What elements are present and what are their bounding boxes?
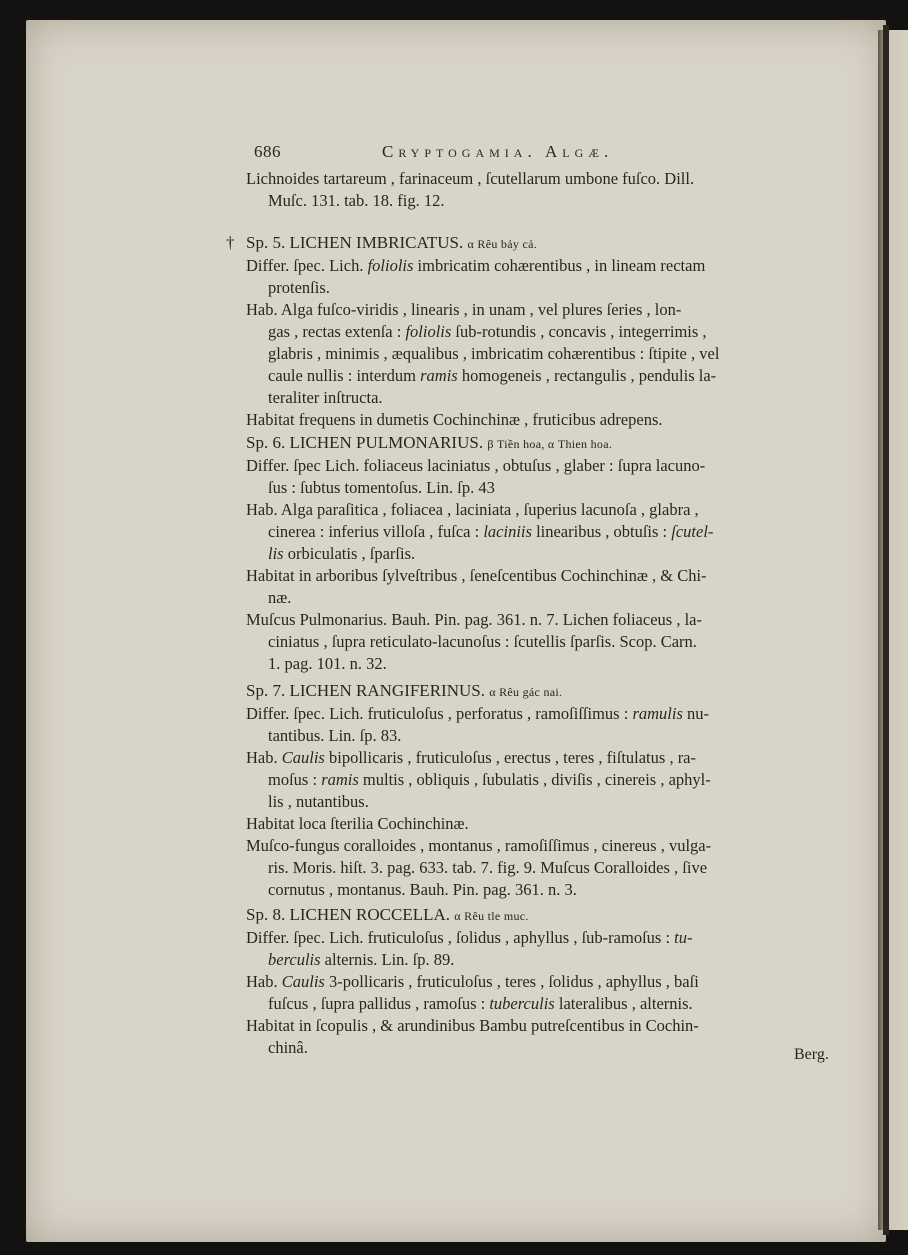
species-title [246, 432, 850, 455]
entry-line: næ. [268, 588, 292, 607]
catchword: Berg. [794, 1046, 829, 1063]
entry-line: Habitat frequens in dumetis Cochinchinæ , fruticibus adrepens. [246, 410, 663, 429]
species-title [226, 232, 850, 255]
species-name: Sp. 8. LICHEN ROCCELLA. [246, 905, 455, 924]
entry-line: moſus : ramis multis , obliquis , ſubulatis , diviſis , cinereis , aphyl- [268, 770, 711, 789]
species-title [246, 904, 850, 927]
species-entry-6 [246, 432, 850, 675]
species-title [246, 680, 850, 703]
entry-line: cinerea : inferius villoſa , fuſca : laciniis linearibus , obtuſis : ſcutel- [268, 522, 714, 541]
vernacular-name: α Rêu gác nai. [489, 685, 563, 699]
species-name: Sp. 7. LICHEN RANGIFERINUS. [246, 681, 490, 700]
entry-line: Muſcus Pulmonarius. Bauh. Pin. pag. 361. n. 7. Lichen foliaceus , la- [246, 610, 702, 629]
intro-reference [246, 168, 850, 212]
dagger-mark: † [226, 233, 235, 252]
entry-line: caule nullis : interdum ramis homogeneis , rectangulis , pendulis la- [268, 366, 717, 385]
species-name: Sp. 5. LICHEN IMBRICATUS. [246, 233, 468, 252]
entry-line: Differ. ſpec. Lich. fruticuloſus , ſolidus , aphyllus , ſub-ramoſus : tu- [246, 928, 693, 947]
page-number: 686 [254, 142, 281, 161]
entry-line: glabris , minimis , æqualibus , imbricatim cohærentibus : ſtipite , vel [268, 344, 720, 363]
entry-line: lis , nutantibus. [268, 792, 369, 811]
entry-line: berculis alternis. Lin. ſp. 89. [268, 950, 455, 969]
page-header [254, 142, 724, 166]
entry-line: Differ. ſpec. Lich. foliolis imbricatim cohærentibus , in lineam rectam [246, 256, 706, 275]
entry-line: Habitat loca ſterilia Cochinchinæ. [246, 814, 469, 833]
entry-line: Hab. Caulis bipollicaris , fruticuloſus , erectus , teres , fiſtulatus , ra- [246, 748, 697, 767]
entry-line: gas , rectas extenſa : foliolis ſub-rotundis , concavis , integerrimis , [268, 322, 707, 341]
entry-line: lis orbiculatis , ſparſis. [268, 544, 416, 563]
intro-line: Lichnoides tartareum , farinaceum , ſcutellarum umbone fuſco. Dill. [246, 169, 695, 188]
species-entry-8 [246, 904, 850, 1059]
intro-line: Muſc. 131. tab. 18. fig. 12. [268, 191, 445, 210]
species-name: Sp. 6. LICHEN PULMONARIUS. [246, 433, 488, 452]
entry-line: Differ. ſpec Lich. foliaceus laciniatus , obtuſus , glaber : ſupra lacuno- [246, 456, 706, 475]
entry-line: ciniatus , ſupra reticulato-lacunoſus : ſcutellis ſparſis. Scop. Carn. [268, 632, 697, 651]
vernacular-name: β Tiền hoa, α Thien hoa. [487, 437, 613, 451]
entry-line: ſus : ſubtus tomentoſus. Lin. ſp. 43 [268, 478, 495, 497]
entry-line: Habitat in ſcopulis , & arundinibus Bambu putreſcentibus in Cochin- [246, 1016, 699, 1035]
entry-line: ris. Moris. hiſt. 3. pag. 633. tab. 7. fig. 9. Muſcus Coralloides , ſive [268, 858, 708, 877]
vernacular-name: α Rêu bảy cả. [467, 237, 537, 251]
running-title: Cryptogamia. Algæ. [382, 142, 614, 161]
entry-line: protenſis. [268, 278, 330, 297]
entry-line: teraliter inſtructa. [268, 388, 383, 407]
entry-line: Hab. Alga fuſco-viridis , linearis , in unam , vel plures ſeries , lon- [246, 300, 682, 319]
species-entry-7 [246, 680, 850, 901]
species-entry-5 [226, 232, 850, 431]
entry-line: cornutus , montanus. Bauh. Pin. pag. 361. n. 3. [268, 880, 577, 899]
entry-line: Hab. Caulis 3-pollicaris , fruticuloſus , teres , ſolidus , aphyllus , baſi [246, 972, 699, 991]
entry-line: Hab. Alga paraſitica , foliacea , laciniata , ſuperius lacunoſa , glabra , [246, 500, 699, 519]
entry-line: Muſco-fungus coralloides , montanus , ramoſiſſimus , cinereus , vulga- [246, 836, 712, 855]
entry-line: Differ. ſpec. Lich. fruticuloſus , perforatus , ramoſiſſimus : ramulis nu- [246, 704, 709, 723]
entry-line: Habitat in arboribus ſylveſtribus , ſeneſcentibus Cochinchinæ , & Chi- [246, 566, 707, 585]
entry-line: fuſcus , ſupra pallidus , ramoſus : tuberculis lateralibus , alternis. [268, 994, 693, 1013]
entry-line: 1. pag. 101. n. 32. [268, 654, 387, 673]
entry-line: tantibus. Lin. ſp. 83. [268, 726, 402, 745]
vernacular-name: α Rêu tle muc. [454, 909, 529, 923]
entry-line: chinâ. [268, 1038, 308, 1057]
book-spine [883, 25, 889, 1235]
